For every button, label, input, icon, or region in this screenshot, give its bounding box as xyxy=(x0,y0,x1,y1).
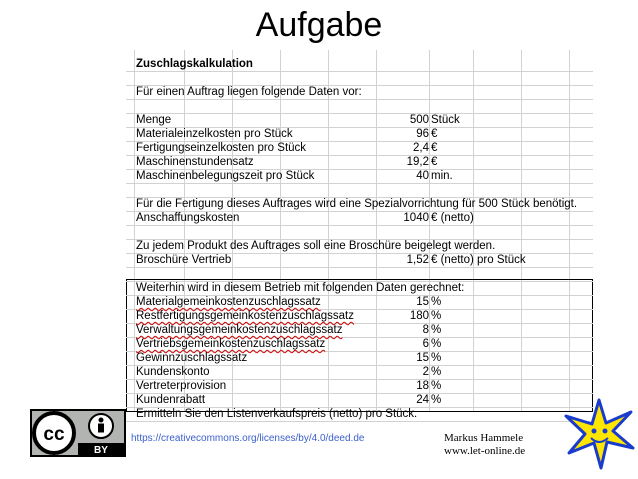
row-label: Fertigungseinzelkosten pro Stück xyxy=(136,142,307,154)
row-unit: % xyxy=(431,380,442,392)
row-unit: € (netto) xyxy=(431,212,474,224)
row-unit: € (netto) pro Stück xyxy=(431,254,526,266)
table-row xyxy=(126,295,593,310)
row-label: Verwaltungsgemeinkostenzuschlagssatz xyxy=(136,324,343,336)
row-label: Broschüre Vertrieb xyxy=(136,254,232,266)
table-row xyxy=(126,365,593,380)
spreadsheet-image xyxy=(126,50,593,420)
row-label: Materialgemeinkostenzuschlagssatz xyxy=(136,296,321,308)
by-label: BY xyxy=(94,445,108,456)
row-value: 180 xyxy=(409,310,429,322)
row-unit: % xyxy=(431,352,442,364)
row-label: Für die Fertigung dieses Auftrages wird eine Spezialvorrichtung für 500 Stück benötigt. xyxy=(136,198,578,210)
table-row xyxy=(126,337,593,352)
table-row xyxy=(126,57,593,72)
row-value: 2 xyxy=(422,366,429,378)
author-name: Markus Hammele xyxy=(444,432,524,444)
row-value: 15 xyxy=(416,296,429,308)
row-value: 1040 xyxy=(403,212,429,224)
row-unit: min. xyxy=(431,170,453,182)
table-row xyxy=(126,323,593,338)
cc-by-license-icon[interactable] xyxy=(30,409,126,457)
row-unit: % xyxy=(431,296,442,308)
table-row xyxy=(126,379,593,394)
table-row xyxy=(126,169,593,184)
table-row xyxy=(126,239,593,254)
row-value: 8 xyxy=(422,324,429,336)
table-row xyxy=(126,99,593,114)
row-label: Kundenrabatt xyxy=(136,394,206,406)
page-title: Aufgabe xyxy=(255,6,383,44)
author-info xyxy=(444,432,525,458)
table-row xyxy=(126,71,593,86)
row-label: Restfertigungsgemeinkostenzuschlagssatz xyxy=(136,310,354,322)
sun-logo-icon xyxy=(563,398,635,470)
table-row xyxy=(126,141,593,156)
row-unit: % xyxy=(431,338,442,350)
row-unit: % xyxy=(431,394,442,406)
table-row xyxy=(126,267,593,282)
row-value: 500 xyxy=(409,114,429,126)
row-value: 40 xyxy=(416,170,429,182)
row-unit: % xyxy=(431,324,442,336)
table-row xyxy=(126,127,593,142)
row-label: Maschinenbelegungszeit pro Stück xyxy=(136,170,315,182)
row-unit: % xyxy=(431,310,442,322)
row-label: Vertreterprovision xyxy=(136,380,227,392)
row-label: Kundenskonto xyxy=(136,366,210,378)
row-unit: € xyxy=(431,128,438,140)
table-row xyxy=(126,197,593,212)
row-value: 96 xyxy=(416,128,429,140)
table-row xyxy=(126,183,593,198)
row-value: 24 xyxy=(416,394,429,406)
row-value: 1,52 xyxy=(406,254,429,266)
row-label: Ermitteln Sie den Listenverkaufspreis (netto) pro Stück. xyxy=(136,408,418,420)
row-value: 18 xyxy=(416,380,429,392)
table-row xyxy=(126,309,593,324)
person-icon xyxy=(99,418,104,423)
table-row xyxy=(126,351,593,366)
row-label: Vertriebsgemeinkostenzuschlagssatz xyxy=(136,338,326,350)
row-value: 6 xyxy=(422,338,429,350)
row-label: Menge xyxy=(136,114,172,126)
row-label: Zu jedem Produkt des Auftrages soll eine Broschüre beigelegt werden. xyxy=(136,240,496,252)
row-label: Für einen Auftrag liegen folgende Daten vor: xyxy=(136,86,362,98)
table-row xyxy=(126,113,593,128)
table-row xyxy=(126,407,593,422)
row-label: Anschaffungskosten xyxy=(136,212,240,224)
row-unit: % xyxy=(431,366,442,378)
row-value: 2,4 xyxy=(413,142,429,154)
row-unit: € xyxy=(431,142,438,154)
author-website: www.let-online.de xyxy=(444,445,526,457)
table-row xyxy=(126,393,593,408)
row-label: Maschinenstundensatz xyxy=(136,156,254,168)
table-row xyxy=(126,281,593,296)
table-row xyxy=(126,155,593,170)
row-label: Zuschlagskalkulation xyxy=(136,58,253,70)
row-unit: € xyxy=(431,156,438,168)
row-value: 19,2 xyxy=(406,156,429,168)
license-link[interactable]: https://creativecommons.org/licenses/by/4.0/deed.de xyxy=(131,433,365,444)
row-unit: Stück xyxy=(431,114,460,126)
table-row xyxy=(126,85,593,100)
row-value: 15 xyxy=(416,352,429,364)
row-label: Materialeinzelkosten pro Stück xyxy=(136,128,293,140)
table-row xyxy=(126,211,593,226)
table-row xyxy=(126,253,593,268)
row-label: Weiterhin wird in diesem Betrieb mit folgenden Daten gerechnet: xyxy=(136,282,465,294)
row-label: Gewinnzuschlagssatz xyxy=(136,352,248,364)
cc-icon-text: cc xyxy=(43,424,65,445)
table-row xyxy=(126,225,593,240)
